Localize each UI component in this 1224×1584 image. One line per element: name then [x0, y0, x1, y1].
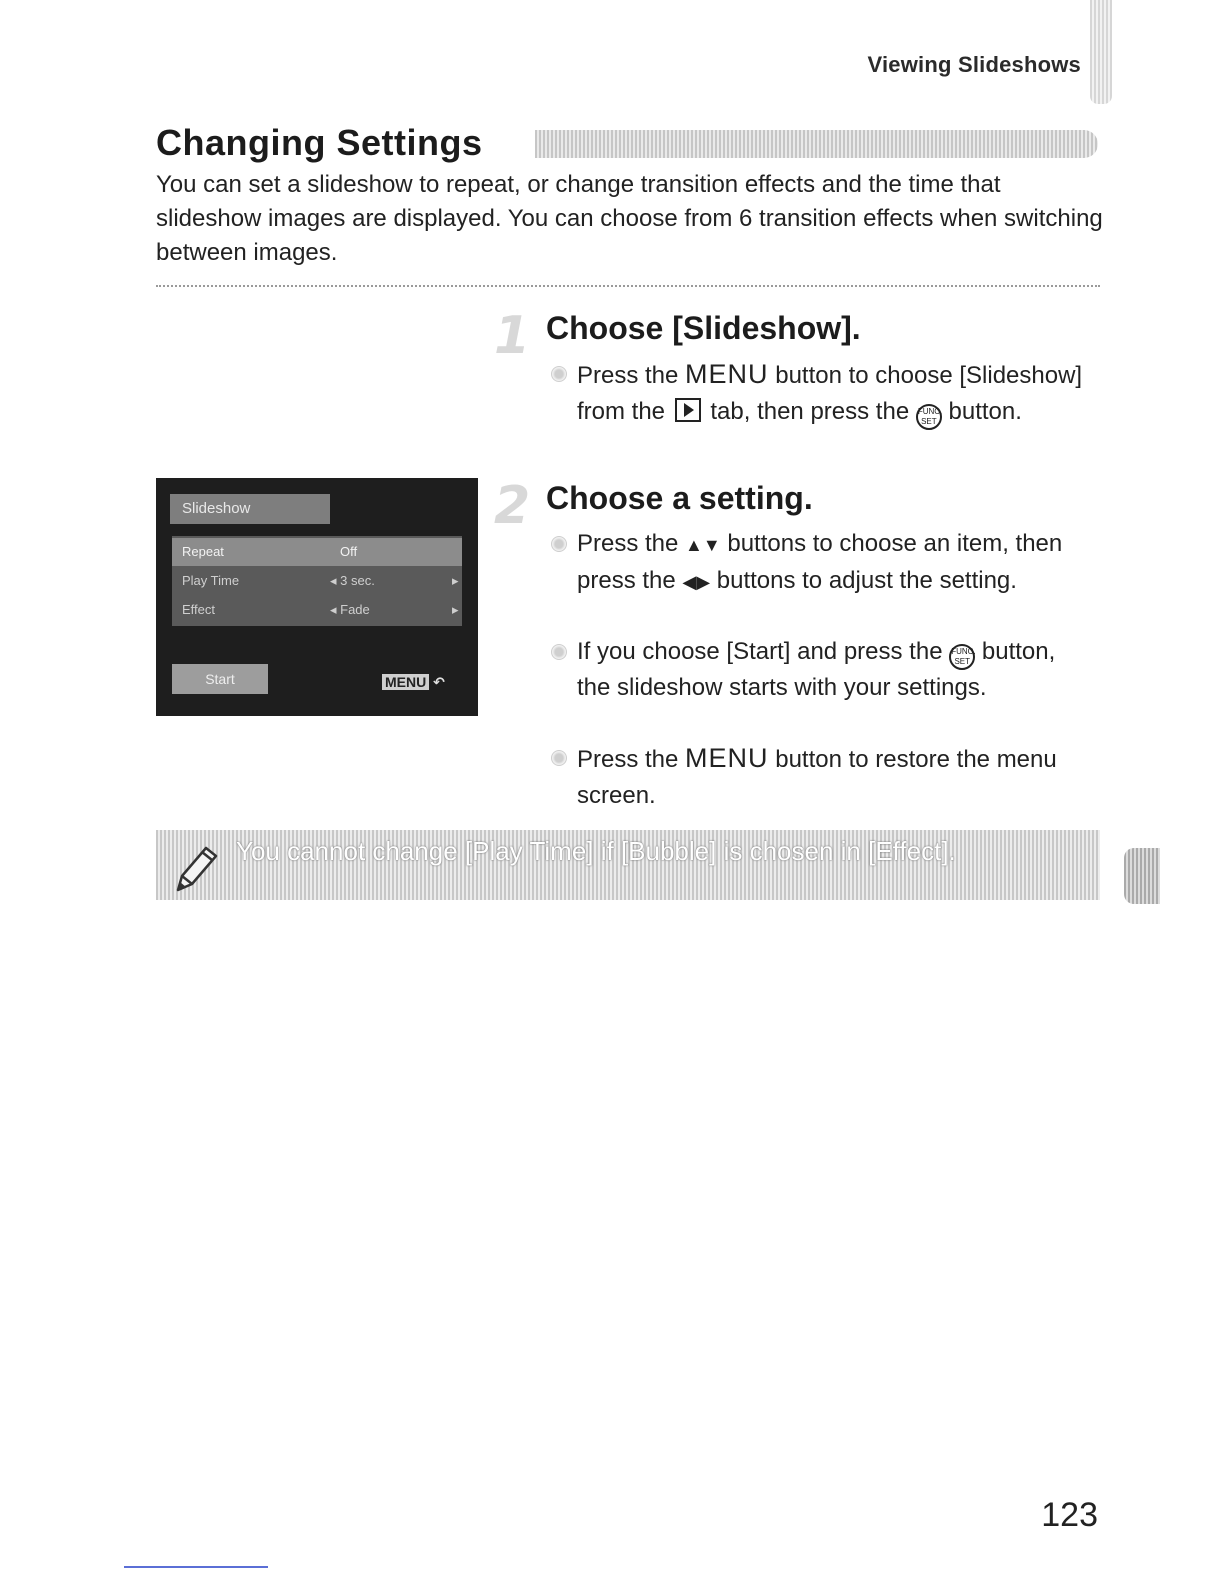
footer-line	[124, 1566, 268, 1568]
step-2-number: 2	[494, 476, 531, 536]
menu-button-label: MENU	[685, 743, 769, 773]
playback-tab-icon	[675, 398, 701, 422]
bullet-icon	[551, 644, 567, 660]
left-right-buttons-icon: ◀▶	[682, 572, 711, 592]
step-1-title: Choose [Slideshow].	[546, 310, 861, 346]
screen-start-button: Start	[172, 664, 268, 694]
pencil-icon	[170, 840, 220, 896]
step-1-bullet-1: Press the MENU button to choose [Slideshow] from the tab, then press the FUNC. SET button.	[577, 356, 1107, 430]
screen-menu-back: MENU ↶	[382, 674, 445, 691]
section-title: Changing Settings	[156, 122, 483, 163]
func-set-button-icon: FUNC. SET	[949, 644, 975, 670]
section-divider	[156, 285, 1100, 287]
note-text: You cannot change [Play Time] if [Bubble] is chosen in [Effect].	[236, 836, 956, 866]
camera-screen	[156, 478, 478, 716]
intro-paragraph: You can set a slideshow to repeat, or change transition effects and the time that slideshow images are displayed. You can choose from 6 transition effects when switching between images.	[156, 171, 1103, 266]
screen-settings-panel	[172, 536, 462, 626]
title-decor-band	[535, 130, 1098, 158]
screen-row-repeat: Repeat Off	[172, 538, 462, 566]
chapter-side-tab	[1124, 848, 1160, 904]
step-2-bullet-3: Press the MENU button to restore the menu screen.	[577, 743, 1057, 809]
running-header: Viewing Slideshows	[867, 52, 1081, 77]
bullet-icon	[551, 366, 567, 382]
step-2-bullet-2: If you choose [Start] and press the FUNC. SET button, the slideshow starts with your settings.	[577, 638, 1056, 701]
bullet-icon	[551, 750, 567, 766]
up-down-buttons-icon: ▲▼	[685, 535, 721, 555]
step-1-number: 1	[494, 306, 531, 366]
step-2-bullet-1: Press the ▲▼ buttons to choose an item, then press the ◀▶ buttons to adjust the setting.	[577, 530, 1063, 594]
bullet-icon	[551, 536, 567, 552]
func-set-button-icon: FUNC. SET	[916, 404, 942, 430]
chapter-corner-tab	[1090, 0, 1112, 104]
menu-button-label: MENU	[685, 359, 769, 389]
screen-title: Slideshow	[170, 494, 330, 524]
page-number: 123	[1041, 1496, 1098, 1534]
step-2-title: Choose a setting.	[546, 480, 813, 516]
screen-row-play-time: Play Time ◂ 3 sec. ▸	[182, 573, 459, 588]
screen-row-effect: Effect ◂ Fade ▸	[182, 602, 459, 617]
